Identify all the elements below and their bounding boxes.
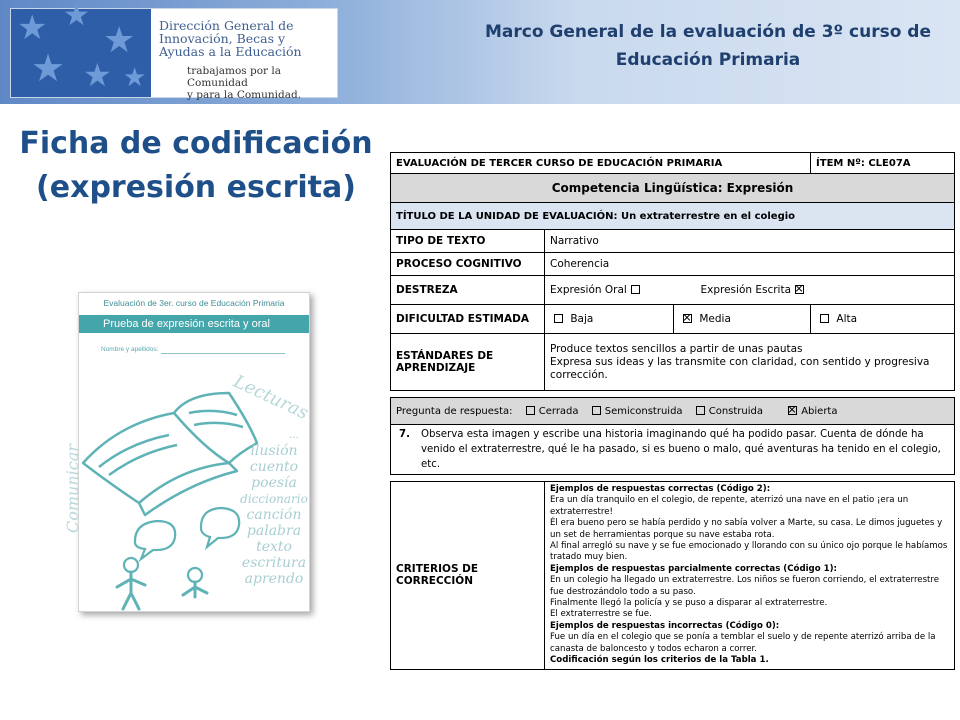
tipo-value: Narrativo [545, 230, 955, 253]
booklet-word: cuento [249, 459, 299, 475]
estandar-line: Expresa sus ideas y las transmite con claridad, con sentido y progresiva corrección. [550, 355, 930, 381]
booklet-word: escritura [241, 555, 307, 571]
table-row [391, 398, 955, 425]
checkbox-unchecked-icon [592, 406, 601, 415]
booklet-word: canción [246, 507, 302, 523]
institution-logo [10, 0, 338, 101]
table-row [391, 276, 955, 305]
table-row [391, 253, 955, 276]
estandares-label-line: ESTÁNDARES DE [396, 350, 494, 362]
dificultad-alta-cell [811, 305, 955, 334]
estandar-line: Produce textos sencillos a partir de unas pautas [550, 342, 803, 355]
estandares-value [545, 334, 955, 391]
proceso-value: Coherencia [545, 253, 955, 276]
tagline-line: y para la Comunidad. [187, 89, 302, 101]
spacer-cell [391, 391, 955, 398]
estandares-label [391, 334, 545, 391]
booklet-top-text: Evaluación de 3er. curso de Educación Primaria [103, 298, 285, 308]
semiconstruida-label: Semiconstruida [604, 405, 683, 417]
booklet-word: ilusión [250, 443, 298, 459]
booklet-word-list [229, 443, 319, 587]
booklet-name-label: Nombre y apellidos: [101, 346, 159, 353]
logo-line: Innovación, Becas y [159, 31, 286, 46]
item-number-cell: ÍTEM Nº: CLE07A [811, 153, 955, 174]
pregunta-row [391, 398, 955, 425]
unidad-label: TÍTULO DE LA UNIDAD DE EVALUACIÓN: [396, 210, 618, 222]
checkbox-unchecked-icon [526, 406, 535, 415]
logo-tagline [187, 65, 337, 101]
criterio-line: Al final arregló su nave y se fue emocionado y llorando con su único ojo porque le habíamos tratado muy bien. [550, 541, 948, 563]
tipo-label: TIPO DE TEXTO [391, 230, 545, 253]
booklet-word: palabra [246, 523, 302, 539]
coding-sheet-table [390, 152, 955, 670]
destreza-label: DESTREZA [391, 276, 545, 305]
media-label: Media [699, 313, 731, 325]
baja-label: Baja [570, 313, 594, 325]
table-spacer [391, 391, 955, 398]
cerrada-label: Cerrada [538, 405, 579, 417]
booklet-word: aprendo [244, 571, 304, 587]
checkbox-checked-icon [795, 285, 804, 294]
header-title: Marco General de la evaluación de 3º curso de Educación Primaria [484, 22, 932, 70]
checkbox-unchecked-icon [696, 406, 705, 415]
table-row [391, 203, 955, 230]
table-spacer [391, 475, 955, 482]
logo-title [159, 19, 335, 58]
estandares-label-line: APRENDIZAJE [396, 362, 476, 374]
page-title-line: Ficha de codificación [19, 126, 373, 161]
checkbox-checked-icon [788, 406, 797, 415]
booklet-word: diccionario [240, 492, 308, 506]
checkbox-unchecked-icon [631, 285, 640, 294]
question-cell [391, 425, 955, 475]
booklet-comunicar-word: Comunicar [63, 444, 82, 533]
criterio-line: Ejemplos de respuestas correctas (Código 2): [550, 484, 771, 494]
table-row [391, 334, 955, 391]
alta-label: Alta [836, 313, 858, 325]
unidad-value: Un extraterrestre en el colegio [620, 210, 796, 222]
criterio-line: Ejemplos de respuestas incorrectas (Código 0): [550, 620, 780, 631]
destreza-escrita-cell [674, 276, 955, 305]
unidad-row [391, 203, 955, 230]
criterio-line: En un colegio ha llegado un extraterrestre. Los niños se fueron corriendo, el extraterrestre fue destrozándolo todo a su paso. [550, 575, 940, 597]
evaluation-title-cell: EVALUACIÓN DE TERCER CURSO DE EDUCACIÓN PRIMARIA [391, 153, 811, 174]
proceso-label: PROCESO COGNITIVO [391, 253, 545, 276]
header-banner [0, 0, 960, 104]
dificultad-label: DIFICULTAD ESTIMADA [391, 305, 545, 334]
stars-emblem: ★ ★ ★ ★ ★ ★ [11, 9, 151, 97]
criterio-line: Finalmente llegó la policía y se puso a disparar al extraterrestre. [550, 598, 828, 609]
criterios-value [545, 482, 955, 670]
criterio-line: Ejemplos de respuestas parcialmente correctas (Código 1): [550, 563, 837, 574]
page-title [0, 122, 392, 210]
construida-label: Construida [708, 405, 764, 417]
table-row [391, 482, 955, 670]
booklet-cover-image [63, 292, 312, 612]
criterios-label: CRITERIOS DE CORRECCIÓN [391, 482, 545, 670]
competencia-header: Competencia Lingüística: Expresión [391, 174, 955, 203]
destreza-escrita-label: Expresión Escrita [700, 284, 792, 296]
destreza-oral-cell [545, 276, 674, 305]
booklet-word: poesía [251, 475, 297, 491]
dificultad-media-cell [674, 305, 811, 334]
table-row [391, 305, 955, 334]
logo-line: Dirección General de [159, 18, 294, 33]
booklet-dots: ... [289, 427, 300, 441]
dificultad-baja-cell [545, 305, 674, 334]
abierta-label: Abierta [801, 405, 838, 417]
logo-line: Ayudas a la Educación [159, 44, 302, 59]
booklet-lecturas-word: Lecturas [230, 371, 312, 424]
checkbox-unchecked-icon [554, 314, 563, 323]
checkbox-checked-icon [683, 314, 692, 323]
table-row [391, 174, 955, 203]
checkbox-unchecked-icon [820, 314, 829, 323]
criterio-line: Él era bueno pero se había perdido y no sabía volver a Marte, su casa. Le dimos juguetes y un set de herramientas porque su nave estaba rota. [550, 518, 943, 540]
booklet-word: texto [256, 539, 292, 555]
question-number: 7. [399, 429, 410, 440]
page-title-line: (expresión escrita) [36, 170, 356, 205]
criterio-line: Era un día tranquilo en el colegio, de repente, aterrizó una nave en el patio ¡era un extraterrestre! [550, 495, 909, 517]
question-text: Observa esta imagen y escribe una historia imaginando qué ha podido pasar. Cuenta de dónde ha venido el extraterrestre, qué le ha pasado, si es bueno o malo, qué aventuras ha tenido en el colegio, etc. [421, 429, 941, 470]
tagline-line: trabajamos por la Comunidad [187, 65, 282, 89]
destreza-oral-label: Expresión Oral [550, 284, 627, 296]
table-row [391, 153, 955, 174]
spacer-cell [391, 475, 955, 482]
table-row [391, 425, 955, 475]
criterio-line: Fue un día en el colegio que se ponía a temblar el suelo y de repente aterrizó arriba de la canasta de baloncesto y todos echaron a correr. [550, 632, 936, 654]
criterio-line: Codificación según los criterios de la Tabla 1. [550, 655, 769, 666]
table-row [391, 230, 955, 253]
booklet-band: Prueba de expresión escrita y oral [79, 315, 309, 333]
criterio-line: El extraterrestre se fue. [550, 609, 652, 620]
pregunta-label: Pregunta de respuesta: [396, 405, 513, 417]
